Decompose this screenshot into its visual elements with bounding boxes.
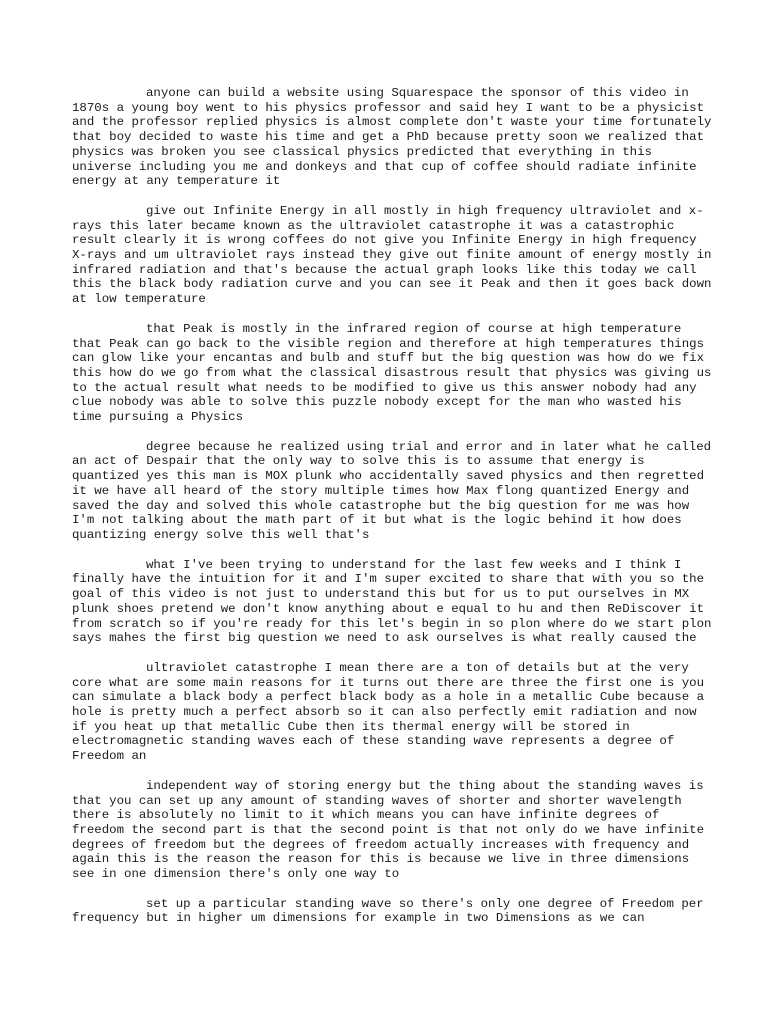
- paragraph: give out Infinite Energy in all mostly in high frequency ultraviolet and x-rays this later became known as the ultraviolet catastrophe it was a catastrophic result clearly it is wrong coffees do not give you Infinite Energy in high frequency X-rays and um ultraviolet rays instead they give out finite amount of energy mostly in infrared radiation and that's because the actual graph looks like this today we call this the black body radiation curve and you can see it Peak and then it goes back down at low temperature: [72, 203, 712, 307]
- document-page: [72, 86, 712, 941]
- paragraph: set up a particular standing wave so there's only one degree of Freedom per frequency but in higher um dimensions for example in two Dimensions as we can: [72, 896, 704, 926]
- paragraph: what I've been trying to understand for the last few weeks and I think I finally have the intuition for it and I'm super excited to share that with you so the goal of this video is not just to understand this but for us to put ourselves in MX plunk shoes pretend we don't know anything about e equal to hu and then ReDiscover it from scratch so if you're ready for this let's begin in so plon where do we start plon says mahes the first big question we need to ask ourselves is what really caused the: [72, 557, 712, 646]
- paragraph: that Peak is mostly in the infrared region of course at high temperature that Peak can go back to the visible region and therefore at high temperatures things can glow like your encantas and bulb and stuff but the big question was how do we fix this how do we go from what the classical disastrous result that physics was giving us to the actual result what needs to be modified to give us this answer nobody had any clue nobody was able to solve this puzzle nobody except for the man who wasted his time pursuing a Physics: [72, 321, 712, 425]
- paragraph: ultraviolet catastrophe I mean there are a ton of details but at the very core what are some main reasons for it turns out there are three the first one is you can simulate a black body a perfect black body as a hole in a metallic Cube because a hole is pretty much a perfect absorb so it can also perfectly emit radiation and now if you heat up that metallic Cube then its thermal energy will be stored in electromagnetic standing waves each of these standing wave represents a degree of Freedom an: [72, 660, 705, 764]
- paragraph: degree because he realized using trial and error and in later what he called an act of Despair that the only way to solve this is to assume that energy is quantized yes this man is MOX plunk who accidentally saved physics and then regretted it we have all heard of the story multiple times how Max flong quantized Energy and saved the day and solved this whole catastrophe but the big question for me was how I'm not talking about the math part of it but what is the logic behind it how does quantizing energy solve this well that's: [72, 439, 712, 542]
- paragraph: independent way of storing energy but the thing about the standing waves is that you can set up any amount of standing waves of shorter and shorter wavelength there is absolutely no limit to it which means you can have infinite degrees of freedom the second part is that the second point is that not only do we have infinite degrees of freedom but the degrees of freedom actually increases with frequency and again this is the reason the reason for this is because we live in three dimensions see in one dimension there's only one way to: [72, 778, 705, 882]
- paragraph: anyone can build a website using Squarespace the sponsor of this video in 1870s a young boy went to his physics professor and said hey I want to be a physicist and the professor replied physics is almost complete don't waste your time fortunately that boy decided to waste his time and get a PhD because pretty soon we realized that physics was broken you see classical physics predicted that everything in this universe including you me and donkeys and that cup of coffee should radiate infinite energy at any temperature it: [72, 86, 712, 189]
